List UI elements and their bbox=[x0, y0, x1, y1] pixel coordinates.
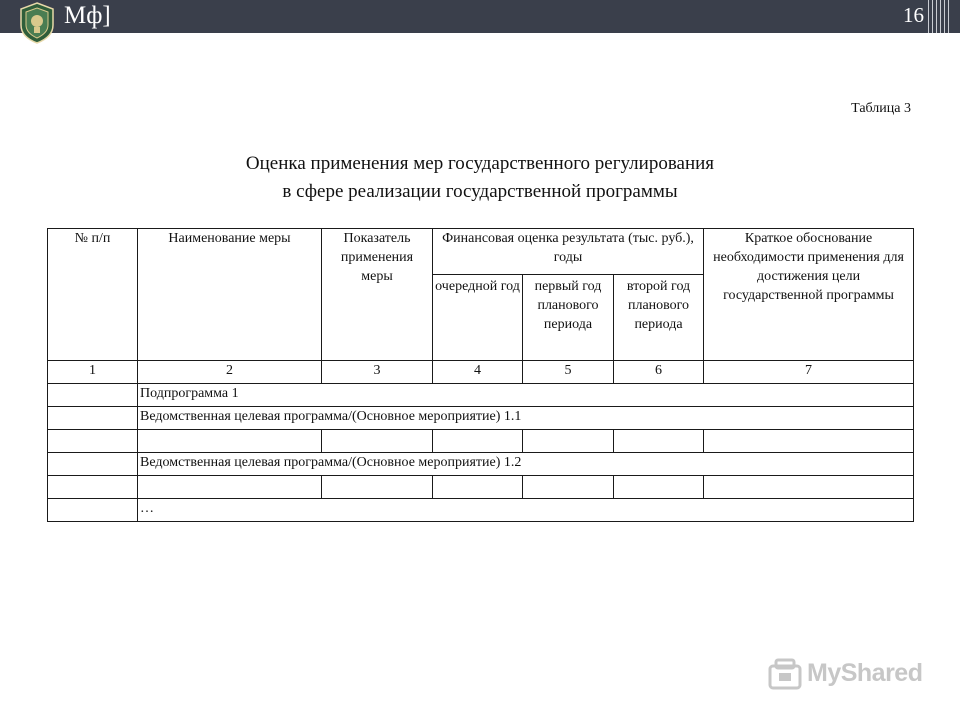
topbar-stripe bbox=[932, 0, 933, 33]
topbar-stripe bbox=[936, 0, 937, 33]
table-row bbox=[48, 384, 914, 407]
header-next-year: очередной год bbox=[433, 275, 523, 361]
table-cell bbox=[48, 407, 138, 430]
title-line-1: Оценка применения мер государственного регулирования bbox=[245, 153, 715, 174]
table-row bbox=[48, 407, 914, 430]
watermark-text: MyShared bbox=[807, 659, 923, 687]
table-cell bbox=[614, 476, 704, 499]
table-cell bbox=[48, 453, 138, 476]
program-1-1-label: Ведомственная целевая программа/(Основное мероприятие) 1.1 bbox=[138, 407, 914, 430]
slide-number: 16 bbox=[903, 3, 924, 27]
column-number: 2 bbox=[138, 361, 322, 384]
column-number: 7 bbox=[704, 361, 914, 384]
title-line-2: в сфере реализации государственной программы bbox=[282, 181, 678, 202]
column-number: 5 bbox=[523, 361, 614, 384]
program-1-2-label: Ведомственная целевая программа/(Основное мероприятие) 1.2 bbox=[138, 453, 914, 476]
table-cell bbox=[322, 430, 433, 453]
ellipsis-label: … bbox=[138, 499, 914, 522]
measures-table bbox=[47, 228, 914, 522]
table-cell bbox=[704, 430, 914, 453]
top-bar bbox=[0, 0, 960, 33]
header-measure-name: Наименование меры bbox=[138, 229, 322, 361]
header-indicator: Показатель применения меры bbox=[322, 229, 433, 361]
table-cell bbox=[138, 430, 322, 453]
document-title bbox=[0, 150, 960, 206]
table-cell bbox=[433, 430, 523, 453]
topbar-stripe bbox=[928, 0, 929, 33]
subprogram-label: Подпрограмма 1 bbox=[138, 384, 914, 407]
topbar-stripe bbox=[944, 0, 945, 33]
header-financial-assessment: Финансовая оценка результата (тыс. руб.), годы bbox=[433, 229, 704, 275]
table-cell bbox=[523, 476, 614, 499]
table-number: Таблица 3 bbox=[851, 101, 911, 116]
table-row bbox=[48, 453, 914, 476]
ministry-emblem-icon bbox=[17, 1, 57, 45]
table-cell bbox=[614, 430, 704, 453]
column-number: 1 bbox=[48, 361, 138, 384]
table-cell bbox=[433, 476, 523, 499]
column-number: 3 bbox=[322, 361, 433, 384]
table-header-row bbox=[48, 229, 914, 275]
table-cell bbox=[48, 430, 138, 453]
table-cell bbox=[322, 476, 433, 499]
table-row bbox=[48, 430, 914, 453]
table-cell bbox=[704, 476, 914, 499]
column-number-row bbox=[48, 361, 914, 384]
logo-text: Мф] bbox=[64, 2, 111, 29]
table-cell bbox=[48, 384, 138, 407]
table-row bbox=[48, 499, 914, 522]
column-number: 4 bbox=[433, 361, 523, 384]
column-number: 6 bbox=[614, 361, 704, 384]
topbar-stripe bbox=[940, 0, 941, 33]
topbar-stripe bbox=[948, 0, 949, 33]
table-cell bbox=[48, 476, 138, 499]
table-cell bbox=[48, 499, 138, 522]
table-cell bbox=[138, 476, 322, 499]
header-first-plan-year: первый год планового периода bbox=[523, 275, 614, 361]
table-cell bbox=[523, 430, 614, 453]
header-number: № п/п bbox=[48, 229, 138, 361]
table-row bbox=[48, 476, 914, 499]
header-second-plan-year: второй год планового периода bbox=[614, 275, 704, 361]
header-justification: Краткое обоснование необходимости применения для достижения цели государственной программы bbox=[704, 229, 914, 361]
